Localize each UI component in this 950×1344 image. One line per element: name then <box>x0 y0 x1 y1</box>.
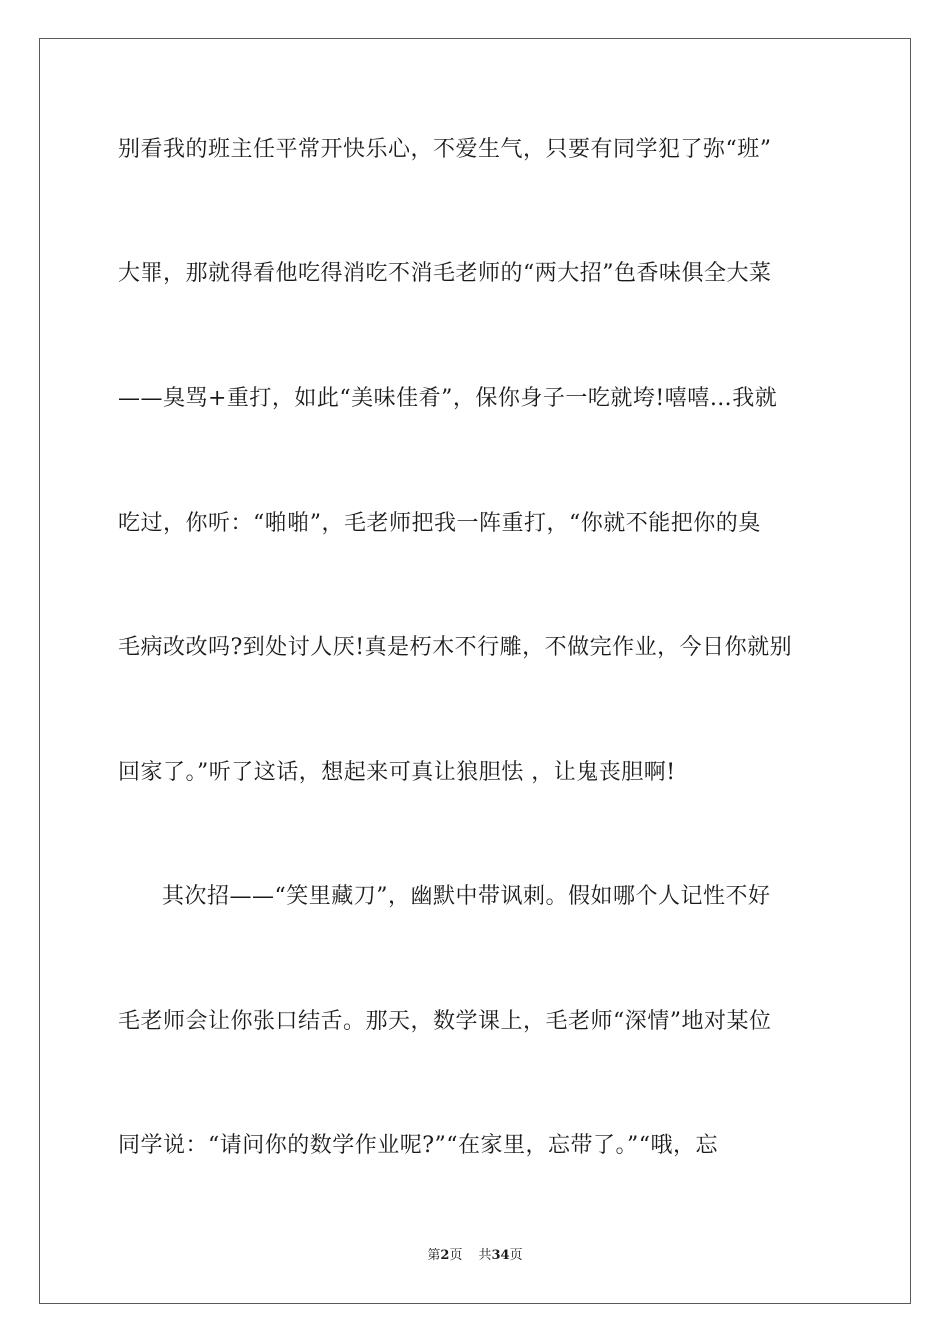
total-pages: 34 <box>491 1248 510 1263</box>
total-suffix: 页 <box>509 1248 523 1263</box>
body-line-8: 毛老师会让你张口结舌。那天，数学课上，毛老师“深情”地对某位 <box>118 1009 772 1034</box>
body-line-3: ——臭骂+重打，如此“美味佳肴”，保你身子一吃就垮!嘻嘻…我就 <box>118 386 778 411</box>
body-line-1: 别看我的班主任平常开快乐心，不爱生气，只要有同学犯了弥“班” <box>118 137 772 162</box>
page-footer <box>0 1247 950 1265</box>
body-line-4: 吃过，你听：“啪啪”，毛老师把我一阵重打，“你就不能把你的臭 <box>118 511 761 536</box>
page-prefix: 第 <box>427 1248 441 1263</box>
body-line-2: 大罪，那就得看他吃得消吃不消毛老师的“两大招”色香味俱全大菜 <box>118 261 772 286</box>
body-line-7: 其次招——“笑里藏刀”，幽默中带讽刺。假如哪个人记性不好 <box>162 884 771 909</box>
body-line-5: 毛病改改吗?到处讨人厌!真是朽木不行雕，不做完作业，今日你就别 <box>118 635 793 660</box>
total-prefix: 共 <box>478 1248 492 1263</box>
page-suffix: 页 <box>449 1248 463 1263</box>
body-line-6: 回家了。”听了这话，想起来可真让狼胆怯 ，让鬼丧胆啊! <box>118 760 676 785</box>
page-border <box>39 38 911 1304</box>
page-number: 2 <box>440 1248 450 1263</box>
body-line-9: 同学说：“请问你的数学作业呢?”“在家里，忘带了。”“哦，忘 <box>118 1133 719 1158</box>
